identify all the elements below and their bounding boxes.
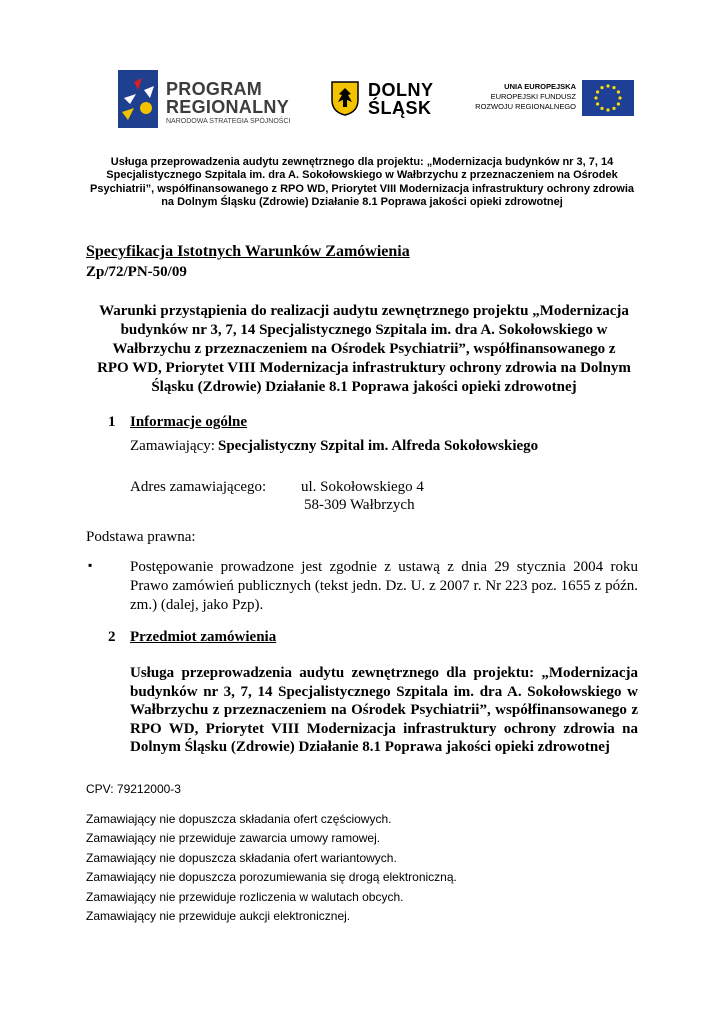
program-logo-line2: REGIONALNY [166,97,290,117]
cpv-code: CPV: 79212000-3 [86,782,181,796]
client-name: Specjalistyczny Szpital im. Alfreda Sokołowskiego [218,438,539,454]
project-header-note: Usługa przeprowadzenia audytu zewnętrznego dla projektu: „Modernizacja budynków nr 3, 7, 14 Specjalistycznego Szpitala im. dra A. Sokołowskiego w Wałbrzychu z przeznaczeniem na Ośrodek Psychiatrii”, współfinansowanego z RPO WD, Priorytet VIII Modernizacja infrastruktury ochrony zdrowia na Dolnym Śląsku (Zdrowie) Działanie 8.1 Poprawa jakości opieki zdrowotnej [90,156,634,208]
note-item: Zamawiający nie dopuszcza składania ofert wariantowych. [86,850,397,865]
address-label: Adres zamawiającego: [130,479,267,495]
program-logo-subtitle: NARODOWA STRATEGIA SPÓJNOŚCI [166,118,291,125]
legal-basis-label: Podstawa prawna: [86,529,196,545]
note-item: Zamawiający nie przewiduje aukcji elektronicznej. [86,909,351,924]
dolny-slask-logo [330,76,450,132]
spec-title: Specyfikacja Istotnych Warunków Zamówienia [86,243,410,260]
dolny-logo-line2: ŚLĄSK [368,98,432,118]
program-regionalny-emblem-icon [116,68,162,130]
notes-list [86,810,457,926]
eu-flag-icon [582,80,634,116]
eu-fund-logo [475,80,634,120]
program-regionalny-logo [116,68,296,134]
client-label: Zamawiający: [130,438,215,454]
section-2-title: Przedmiot zamówienia [130,629,277,645]
order-subject-text: Usługa przeprowadzenia audytu zewnętrznego dla projektu: „Modernizacja budynków nr 3, 7, 14 Specjalistycznego Szpitala im. dra A. Sokołowskiego w Wałbrzychu z przeznaczeniem na Ośrodek Psychiatrii”, współfinansowanego z RPO WD, Priorytet VIII Modernizacja infrastruktury ochrony zdrowia na Dolnym Śląsku (Zdrowie) Działanie 8.1 Poprawa jakości opieki zdrowotnej [130,665,638,755]
note-item: Zamawiający nie przewiduje zawarcia umowy ramowej. [86,831,381,846]
address-line2: 58-309 Wałbrzych [304,497,415,513]
eu-logo-line3: ROZWOJU REGIONALNEGO [475,102,576,111]
participation-conditions: Warunki przystąpienia do realizacji audytu zewnętrznego projektu „Modernizacja budynków nr 3, 7, 14 Specjalistycznego Szpitala im. dra A. Sokołowskiego w Wałbrzychu z przeznaczeniem na Ośrodek Psychiatrii”, współfinansowanego z RPO WD, Priorytet VIII Modernizacja infrastruktury ochrony zdrowia na Dolnym Śląsku (Zdrowie) Działanie 8.1 Poprawa jakości opieki zdrowotnej [97,303,631,395]
note-item: Zamawiający nie przewiduje rozliczenia w walutach obcych. [86,889,404,904]
note-item: Zamawiający nie dopuszcza składania ofert częściowych. [86,812,392,826]
eu-logo-line2: EUROPEJSKI FUNDUSZ [490,92,576,101]
section-1-number: 1 [108,414,116,430]
dolny-logo-line1: DOLNY [368,80,434,100]
bullet-icon: ▪ [88,558,93,572]
dolny-slask-crest-icon [330,80,360,116]
program-logo-line1: PROGRAM [166,79,263,99]
logo-row [0,66,724,136]
note-item: Zamawiający nie dopuszcza porozumiewania się drogą elektroniczną. [86,870,457,885]
section-1-title: Informacje ogólne [130,414,248,430]
section-2-number: 2 [108,629,116,645]
eu-logo-line1: UNIA EUROPEJSKA [504,82,576,91]
spec-number: Zp/72/PN-50/09 [86,264,187,280]
address-line1: ul. Sokołowskiego 4 [301,479,424,495]
legal-basis-text: Postępowanie prowadzone jest zgodnie z ustawą z dnia 29 stycznia 2004 roku Prawo zamówień publicznych (tekst jedn. Dz. U. z 2007 r. Nr 223 poz. 1655 z późn. zm.) (dalej, jako Pzp). [130,559,638,613]
